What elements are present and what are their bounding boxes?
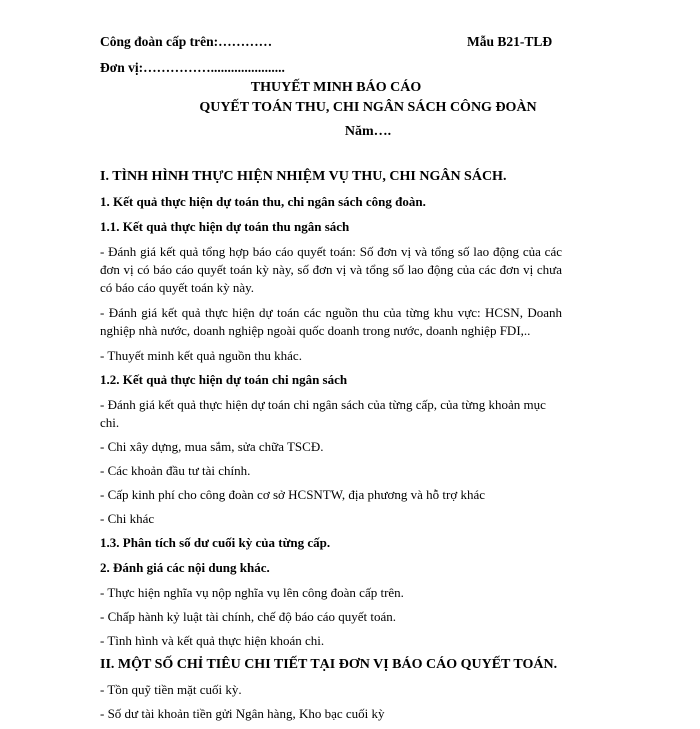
subsection-1-heading: 1. Kết quả thực hiện dự toán thu, chi ngân sách công đoàn. bbox=[100, 194, 426, 209]
superior-union-label: Công đoàn cấp trên:………… bbox=[100, 34, 273, 49]
subsection-2-heading: 2. Đánh giá các nội dung khác. bbox=[100, 560, 270, 575]
list-item: - Tình hình và kết quả thực hiện khoán chi. bbox=[100, 633, 325, 648]
list-item: - Chấp hành kỷ luật tài chính, chế độ báo cáo quyết toán. bbox=[100, 609, 397, 624]
document-title: THUYẾT MINH BÁO CÁO bbox=[250, 80, 422, 95]
list-item: - Đánh giá kết quả thực hiện dự toán chi ngân sách của từng cấp, của từng khoản mục chi. bbox=[100, 397, 546, 430]
list-item: - Các khoản đầu tư tài chính. bbox=[100, 463, 251, 478]
list-item: - Số dư tài khoản tiền gửi Ngân hàng, Kho bạc cuối kỳ bbox=[100, 706, 385, 721]
paragraph: - Đánh giá kết quả tổng hợp báo cáo quyết toán: Số đơn vị và tổng số lao động của các đơn vị có báo cáo quyết toán kỳ này, số đơn vị và tổng số lao động của các đơn vị chưa có báo cáo quyết toán kỳ này. bbox=[100, 244, 562, 295]
subsection-1-3-heading: 1.3. Phân tích số dư cuối kỳ của từng cấp. bbox=[100, 535, 331, 550]
section-1-heading: I. TÌNH HÌNH THỰC HIỆN NHIỆM VỤ THU, CHI NGÂN SÁCH. bbox=[100, 169, 507, 184]
list-item: - Thực hiện nghĩa vụ nộp nghĩa vụ lên công đoàn cấp trên. bbox=[100, 585, 404, 600]
list-item: - Chi xây dựng, mua sắm, sửa chữa TSCĐ. bbox=[100, 439, 324, 454]
document-year: Năm…. bbox=[344, 124, 392, 139]
list-item: - Cấp kinh phí cho công đoàn cơ sở HCSNTW, địa phương và hỗ trợ khác bbox=[100, 487, 486, 502]
document-body bbox=[100, 168, 562, 729]
paragraph: - Đánh giá kết quả thực hiện dự toán các nguồn thu của từng khu vực: HCSN, Doanh nghiệp nhà nước, doanh nghiệp ngoài quốc doanh trong nước, doanh nghiệp FDI,.. bbox=[100, 305, 562, 338]
form-code: Mẫu B21-TLĐ bbox=[467, 34, 553, 49]
subsection-1-1-heading: 1.1. Kết quả thực hiện dự toán thu ngân sách bbox=[100, 219, 350, 234]
document-subtitle: QUYẾT TOÁN THU, CHI NGÂN SÁCH CÔNG ĐOÀN bbox=[199, 100, 537, 115]
unit-label: Đơn vị:……………...................... bbox=[100, 60, 285, 75]
list-item: - Tồn quỹ tiền mặt cuối kỳ. bbox=[100, 682, 242, 697]
list-item: - Chi khác bbox=[100, 511, 155, 526]
subsection-1-2-heading: 1.2. Kết quả thực hiện dự toán chi ngân sách bbox=[100, 372, 348, 387]
list-item: - Thuyết minh kết quả nguồn thu khác. bbox=[100, 348, 302, 363]
section-2-heading: II. MỘT SỐ CHỈ TIÊU CHI TIẾT TẠI ĐƠN VỊ BÁO CÁO QUYẾT TOÁN. bbox=[100, 657, 558, 672]
